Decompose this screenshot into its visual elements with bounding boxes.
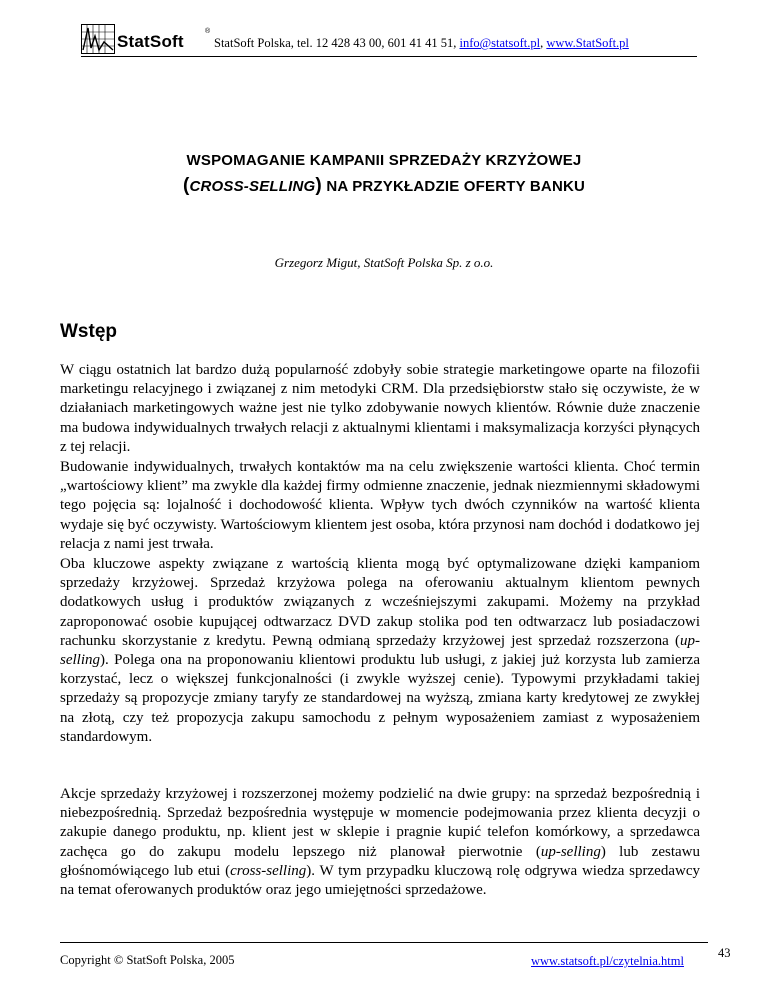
- contact-info: [214, 36, 629, 51]
- paragraph-4-text-c: ). W tym przypadku kluczową rolę odgrywa wiedza sprzedawcy na temat oferowanych produktów oraz jego umiejętności sprzedażowe.: [60, 862, 700, 899]
- author-line: Grzegorz Migut, StatSoft Polska Sp. z o.o.: [274, 255, 494, 270]
- title-paren-open: (: [182, 175, 190, 196]
- paragraph-1: W ciągu ostatnich lat bardzo dużą popularność zdobyły sobie strategie marketingowe oparte na filozofii marketingu relacyjnego i związanej z nim metodyki CRM. Dla przedsiębiorstw stało się oczywiste, że w działaniach marketingowych ważne jest nie tylko zdobywanie nowych klientów. Równie duże znaczenie ma budowa indywidualnych trwałych relacji z aktualnymi klientami i maksymalizacja korzyści płynących z tej relacji.: [60, 362, 700, 455]
- title-line-2-rest: NA PRZYKŁADZIE OFERTY BANKU: [321, 178, 586, 195]
- chart-logo-icon: [81, 24, 115, 54]
- paragraph-3-text-b: ). Polega ona na proponowaniu klientowi produktu lub usługi, z jakiej już korzysta lub zamierza korzystać, lecz o większej funkcjonalności (i zwykle wyższej cenie). Typowymi przykładami takiej sprzedaży są propozycje zmiany taryfy ze standardowej na wyższą, zmiana karty kredytowej ze zwykłej na złotą, czy też propozycja zakupu samochodu z pełnym wyposażeniem zamiast z wyposażeniem standardowym.: [60, 652, 700, 745]
- logo-text: StatSoft: [117, 32, 184, 51]
- title-line-1: WSPOMAGANIE KAMPANII SPRZEDAŻY KRZYŻOWEJ: [186, 152, 582, 169]
- website-link[interactable]: www.StatSoft.pl: [546, 36, 629, 50]
- section-heading: Wstęp: [60, 321, 117, 342]
- statsoft-logo: [81, 24, 209, 54]
- title-paren-close: ): [315, 175, 322, 196]
- paragraph-4-term-2: cross-selling: [230, 862, 307, 879]
- contact-text: StatSoft Polska, tel. 12 428 43 00, 601 41 41 51,: [214, 36, 460, 50]
- copyright: Copyright © StatSoft Polska, 2005: [60, 953, 235, 967]
- email-link[interactable]: info@statsoft.pl: [459, 36, 541, 50]
- footer-divider: [60, 942, 708, 943]
- paragraph-3-text-a: Oba kluczowe aspekty związane z wartością klienta mogą być optymalizowane dzięki kampaniom sprzedaży krzyżowej. Sprzedaż krzyżowa polega na oferowaniu aktualnym klientom pewnych dodatkowych usług i produktów związanych z wcześniejszymi zakupami. Możemy na przykład zaproponować osobie kupującej odtwarzacz DVD zakup stolika pod ten odtwarzacz lub posiadaczowi rachunku skorzystanie z kredytu. Pewną odmianą sprzedaży krzyżowej jest sprzedaż rozszerzona (: [60, 556, 700, 649]
- paragraph-4-term-1: up-selling: [540, 843, 601, 860]
- page-header: [81, 24, 697, 54]
- page-number: 43: [718, 946, 731, 960]
- paragraph-2: Budowanie indywidualnych, trwałych kontaktów ma na celu zwiększenie wartości klienta. Choć termin „wartościowy klient” ma zwykle dla każdej firmy odmienne znaczenie, jednak niezmiennymi składowymi tego pojęcia są: lojalność i dochodowość klienta. Wpływ tych dwóch czynników na wartość klienta wydaje się być oczywisty. Wartościowym klientem jest osoba, która przynosi nam dochód i dodatkowo jej relacja z nami jest trwała.: [60, 459, 700, 552]
- registered-mark: ®: [205, 28, 211, 35]
- paragraph-4-text-b: ) lub zestawu głośnomówiącego lub etui (: [60, 843, 700, 879]
- title-italic-term: CROSS-SELLING: [189, 178, 316, 195]
- paragraph-4-text-a: Akcje sprzedaży krzyżowej i rozszerzonej możemy podzielić na dwie grupy: na sprzedaż bezpośrednią i niebezpośrednią. Sprzedaż bezpośrednia występuje w momencie podejmowania przez klienta decyzji o zakupie danego produktu, np. klient jest w sklepie i pragnie kupić telefon komórkowy, a sprzedawca zachęca go do zakupu modelu lepszego niż planował pierwotnie (: [60, 786, 700, 860]
- paragraph-3: [60, 555, 700, 747]
- title-line-2: [60, 175, 708, 197]
- header-divider: [81, 56, 697, 57]
- footer-link[interactable]: www.statsoft.pl/czytelnia.html: [531, 954, 684, 968]
- contact-separator: ,: [540, 36, 547, 50]
- paragraph-4: [60, 785, 700, 900]
- paragraph-3-term: up-selling: [60, 632, 700, 669]
